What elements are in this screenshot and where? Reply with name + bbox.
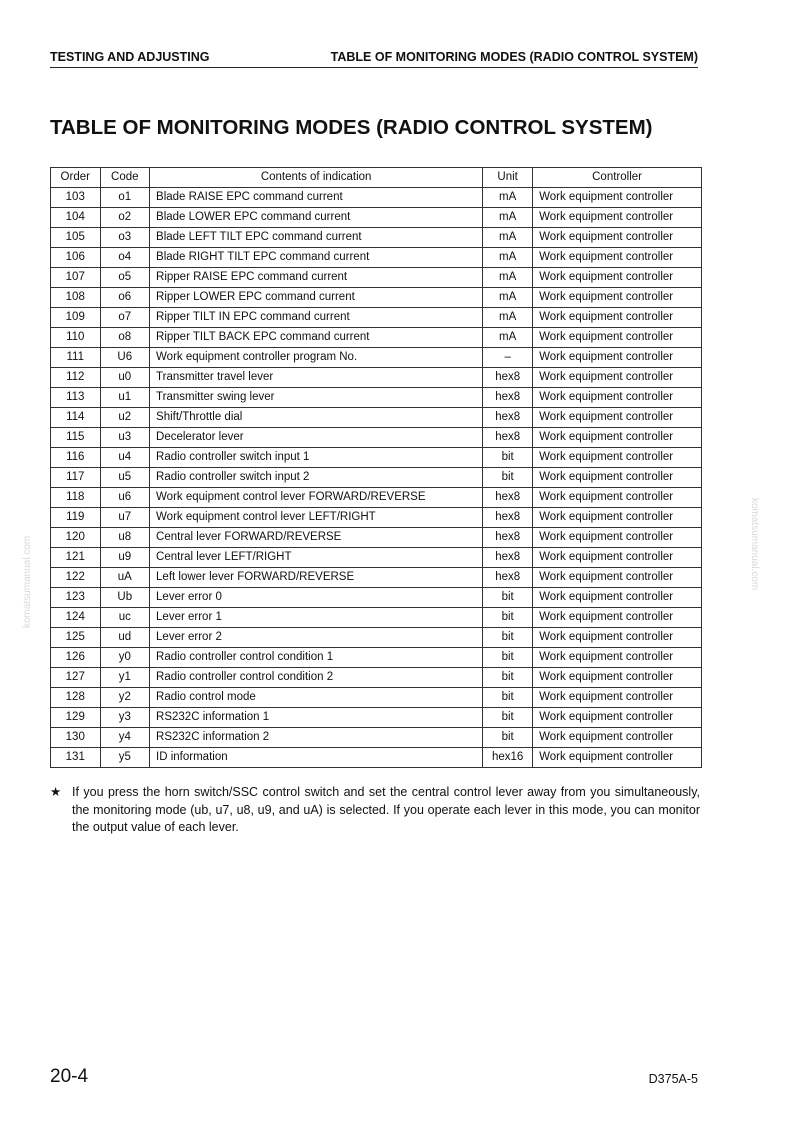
header-order: Order — [51, 168, 101, 188]
cell-unit: bit — [483, 668, 533, 688]
cell-controller: Work equipment controller — [533, 188, 702, 208]
cell-unit: hex8 — [483, 428, 533, 448]
monitoring-modes-table — [50, 167, 702, 768]
cell-order: 117 — [51, 468, 101, 488]
cell-order: 122 — [51, 568, 101, 588]
cell-controller: Work equipment controller — [533, 588, 702, 608]
cell-contents: Blade LEFT TILT EPC command current — [150, 228, 483, 248]
cell-code: u8 — [100, 528, 150, 548]
cell-code: u2 — [100, 408, 150, 428]
cell-order: 130 — [51, 728, 101, 748]
cell-unit: hex8 — [483, 488, 533, 508]
header-controller: Controller — [533, 168, 702, 188]
cell-unit: hex8 — [483, 508, 533, 528]
page-title: TABLE OF MONITORING MODES (RADIO CONTROL SYSTEM) — [50, 116, 653, 139]
cell-order: 121 — [51, 548, 101, 568]
table-row — [51, 228, 702, 248]
cell-unit: – — [483, 348, 533, 368]
cell-controller: Work equipment controller — [533, 628, 702, 648]
cell-controller: Work equipment controller — [533, 708, 702, 728]
cell-unit: bit — [483, 648, 533, 668]
cell-contents: Lever error 0 — [150, 588, 483, 608]
model-number: D375A-5 — [648, 1072, 698, 1086]
cell-contents: Transmitter swing lever — [150, 388, 483, 408]
table-row — [51, 488, 702, 508]
cell-code: u1 — [100, 388, 150, 408]
cell-contents: Blade LOWER EPC command current — [150, 208, 483, 228]
table-header-row — [51, 168, 702, 188]
cell-code: uA — [100, 568, 150, 588]
cell-contents: Radio controller control condition 2 — [150, 668, 483, 688]
cell-code: o4 — [100, 248, 150, 268]
cell-unit: hex8 — [483, 568, 533, 588]
cell-contents: Radio controller control condition 1 — [150, 648, 483, 668]
cell-order: 114 — [51, 408, 101, 428]
cell-unit: mA — [483, 268, 533, 288]
cell-code: u7 — [100, 508, 150, 528]
cell-unit: bit — [483, 608, 533, 628]
table-row — [51, 288, 702, 308]
cell-code: y0 — [100, 648, 150, 668]
cell-controller: Work equipment controller — [533, 288, 702, 308]
table-row — [51, 528, 702, 548]
cell-controller: Work equipment controller — [533, 228, 702, 248]
cell-contents: Blade RAISE EPC command current — [150, 188, 483, 208]
table-row — [51, 388, 702, 408]
cell-code: o7 — [100, 308, 150, 328]
cell-contents: Shift/Throttle dial — [150, 408, 483, 428]
cell-code: o5 — [100, 268, 150, 288]
cell-order: 127 — [51, 668, 101, 688]
cell-code: y1 — [100, 668, 150, 688]
cell-contents: Central lever FORWARD/REVERSE — [150, 528, 483, 548]
cell-code: y3 — [100, 708, 150, 728]
cell-controller: Work equipment controller — [533, 528, 702, 548]
cell-code: U6 — [100, 348, 150, 368]
cell-order: 116 — [51, 448, 101, 468]
table-row — [51, 588, 702, 608]
header-code: Code — [100, 168, 150, 188]
cell-order: 120 — [51, 528, 101, 548]
cell-order: 123 — [51, 588, 101, 608]
cell-contents: Decelerator lever — [150, 428, 483, 448]
cell-controller: Work equipment controller — [533, 608, 702, 628]
header-topic: TABLE OF MONITORING MODES (RADIO CONTROL SYSTEM) — [330, 50, 698, 64]
cell-code: o1 — [100, 188, 150, 208]
cell-unit: bit — [483, 728, 533, 748]
cell-code: y4 — [100, 728, 150, 748]
cell-controller: Work equipment controller — [533, 308, 702, 328]
cell-order: 124 — [51, 608, 101, 628]
cell-code: y5 — [100, 748, 150, 768]
table-row — [51, 508, 702, 528]
cell-controller: Work equipment controller — [533, 248, 702, 268]
cell-unit: mA — [483, 248, 533, 268]
cell-controller: Work equipment controller — [533, 728, 702, 748]
table-row — [51, 628, 702, 648]
cell-controller: Work equipment controller — [533, 368, 702, 388]
cell-order: 115 — [51, 428, 101, 448]
cell-controller: Work equipment controller — [533, 328, 702, 348]
table-row — [51, 668, 702, 688]
cell-order: 111 — [51, 348, 101, 368]
table-row — [51, 608, 702, 628]
cell-unit: mA — [483, 188, 533, 208]
header-section: TESTING AND ADJUSTING — [50, 50, 210, 64]
cell-unit: mA — [483, 228, 533, 248]
cell-code: u9 — [100, 548, 150, 568]
watermark-left: komatsumanual.com — [22, 535, 33, 628]
cell-code: u6 — [100, 488, 150, 508]
table-row — [51, 548, 702, 568]
cell-order: 110 — [51, 328, 101, 348]
cell-controller: Work equipment controller — [533, 508, 702, 528]
running-header — [50, 50, 698, 68]
table-row — [51, 308, 702, 328]
cell-code: ud — [100, 628, 150, 648]
cell-unit: mA — [483, 308, 533, 328]
cell-code: o8 — [100, 328, 150, 348]
cell-contents: Transmitter travel lever — [150, 368, 483, 388]
cell-contents: Central lever LEFT/RIGHT — [150, 548, 483, 568]
cell-contents: Lever error 1 — [150, 608, 483, 628]
table-row — [51, 368, 702, 388]
table-row — [51, 688, 702, 708]
cell-contents: Ripper TILT IN EPC command current — [150, 308, 483, 328]
cell-controller: Work equipment controller — [533, 388, 702, 408]
cell-unit: hex16 — [483, 748, 533, 768]
cell-order: 106 — [51, 248, 101, 268]
cell-unit: hex8 — [483, 368, 533, 388]
cell-controller: Work equipment controller — [533, 428, 702, 448]
cell-order: 131 — [51, 748, 101, 768]
cell-contents: Radio control mode — [150, 688, 483, 708]
cell-code: y2 — [100, 688, 150, 708]
cell-controller: Work equipment controller — [533, 268, 702, 288]
note-text: If you press the horn switch/SSC control switch and set the central control lever away from you simultaneously, the monitoring mode (ub, u7, u8, u9, and uA) is selected. If you operate each lever in this mode, you can monitor the output value of each lever. — [72, 785, 700, 834]
star-icon: ★ — [50, 785, 62, 799]
cell-order: 109 — [51, 308, 101, 328]
table-row — [51, 208, 702, 228]
table-row — [51, 468, 702, 488]
cell-order: 103 — [51, 188, 101, 208]
cell-contents: Radio controller switch input 2 — [150, 468, 483, 488]
cell-contents: RS232C information 1 — [150, 708, 483, 728]
cell-unit: hex8 — [483, 548, 533, 568]
cell-code: u5 — [100, 468, 150, 488]
cell-unit: bit — [483, 468, 533, 488]
cell-unit: mA — [483, 288, 533, 308]
table-row — [51, 448, 702, 468]
cell-order: 125 — [51, 628, 101, 648]
cell-code: o3 — [100, 228, 150, 248]
cell-code: o2 — [100, 208, 150, 228]
cell-controller: Work equipment controller — [533, 568, 702, 588]
cell-order: 105 — [51, 228, 101, 248]
cell-order: 113 — [51, 388, 101, 408]
cell-contents: Work equipment control lever FORWARD/REVERSE — [150, 488, 483, 508]
table-row — [51, 248, 702, 268]
cell-controller: Work equipment controller — [533, 348, 702, 368]
cell-contents: Left lower lever FORWARD/REVERSE — [150, 568, 483, 588]
cell-code: uc — [100, 608, 150, 628]
cell-order: 128 — [51, 688, 101, 708]
note — [50, 784, 700, 837]
cell-controller: Work equipment controller — [533, 648, 702, 668]
cell-controller: Work equipment controller — [533, 668, 702, 688]
cell-unit: hex8 — [483, 388, 533, 408]
cell-unit: hex8 — [483, 528, 533, 548]
watermark-right: komatsumanual.com — [749, 498, 760, 591]
cell-order: 119 — [51, 508, 101, 528]
cell-unit: mA — [483, 328, 533, 348]
cell-contents: Radio controller switch input 1 — [150, 448, 483, 468]
cell-contents: Ripper TILT BACK EPC command current — [150, 328, 483, 348]
cell-unit: mA — [483, 208, 533, 228]
table-row — [51, 428, 702, 448]
cell-code: u0 — [100, 368, 150, 388]
cell-code: u3 — [100, 428, 150, 448]
cell-unit: bit — [483, 688, 533, 708]
cell-code: o6 — [100, 288, 150, 308]
header-contents: Contents of indication — [150, 168, 483, 188]
table-row — [51, 708, 702, 728]
cell-contents: Blade RIGHT TILT EPC command current — [150, 248, 483, 268]
cell-unit: bit — [483, 448, 533, 468]
cell-controller: Work equipment controller — [533, 208, 702, 228]
table-row — [51, 648, 702, 668]
cell-contents: RS232C information 2 — [150, 728, 483, 748]
page-number: 20-4 — [50, 1066, 89, 1087]
cell-contents: Work equipment control lever LEFT/RIGHT — [150, 508, 483, 528]
cell-order: 107 — [51, 268, 101, 288]
table-row — [51, 728, 702, 748]
table-row — [51, 348, 702, 368]
cell-code: u4 — [100, 448, 150, 468]
cell-contents: ID information — [150, 748, 483, 768]
cell-contents: Ripper LOWER EPC command current — [150, 288, 483, 308]
cell-unit: hex8 — [483, 408, 533, 428]
table-row — [51, 188, 702, 208]
cell-controller: Work equipment controller — [533, 468, 702, 488]
table-body — [51, 188, 702, 768]
cell-controller: Work equipment controller — [533, 488, 702, 508]
table-row — [51, 408, 702, 428]
cell-unit: bit — [483, 628, 533, 648]
cell-order: 129 — [51, 708, 101, 728]
cell-controller: Work equipment controller — [533, 448, 702, 468]
table-row — [51, 268, 702, 288]
cell-order: 108 — [51, 288, 101, 308]
table-row — [51, 328, 702, 348]
cell-order: 104 — [51, 208, 101, 228]
cell-code: Ub — [100, 588, 150, 608]
cell-contents: Work equipment controller program No. — [150, 348, 483, 368]
cell-controller: Work equipment controller — [533, 408, 702, 428]
header-unit: Unit — [483, 168, 533, 188]
cell-unit: bit — [483, 588, 533, 608]
cell-controller: Work equipment controller — [533, 688, 702, 708]
cell-contents: Ripper RAISE EPC command current — [150, 268, 483, 288]
cell-controller: Work equipment controller — [533, 748, 702, 768]
table-row — [51, 748, 702, 768]
table-row — [51, 568, 702, 588]
cell-order: 118 — [51, 488, 101, 508]
cell-order: 112 — [51, 368, 101, 388]
cell-order: 126 — [51, 648, 101, 668]
cell-unit: bit — [483, 708, 533, 728]
cell-controller: Work equipment controller — [533, 548, 702, 568]
cell-contents: Lever error 2 — [150, 628, 483, 648]
